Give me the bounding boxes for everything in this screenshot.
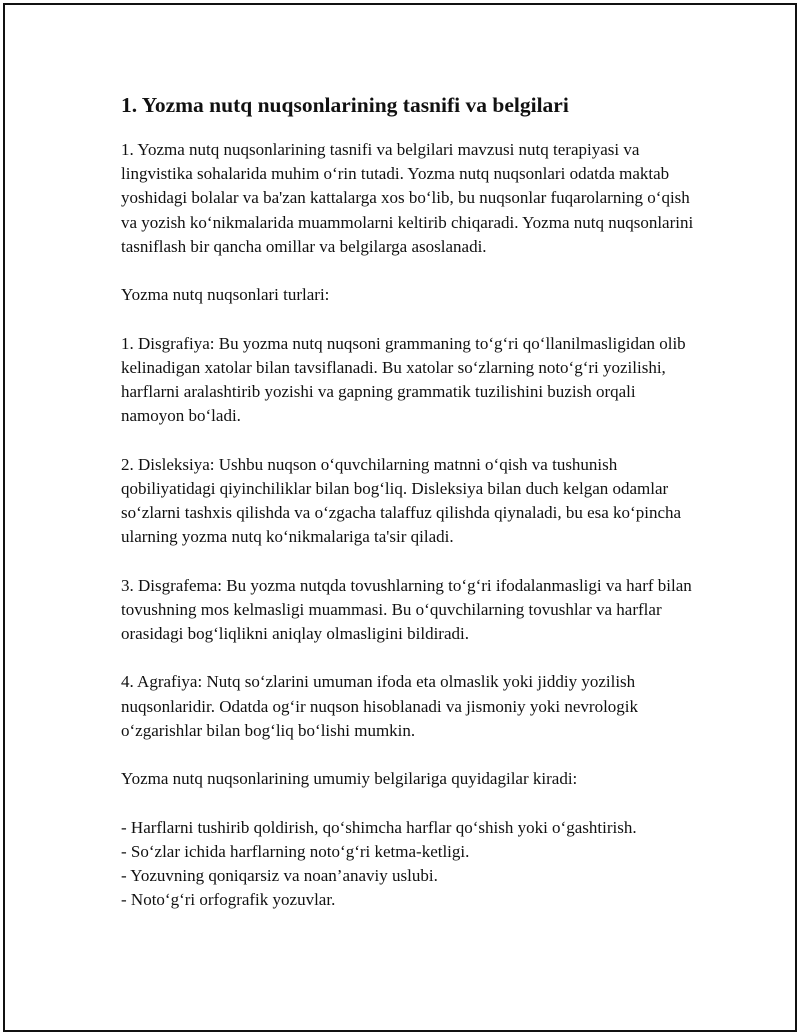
type-item-disleksiya: 2. Disleksiya: Ushbu nuqson oʻquvchilarning matnni oʻqish va tushunish qobiliyatidagi qiyinchiliklar bilan bogʻliq. Disleksiya bilan duch kelgan odamlar soʻzlarni tashxis qilishda va oʻzgacha talaffuz qilishda qiynaladi, bu esa koʻpincha ularning yozma nutq koʻnikmalariga ta'sir qiladi. [121,454,682,547]
list-item: - Harflarni tushirib qoldirish, qoʻshimcha harflar qoʻshish yoki oʻgashtirish. [121,817,637,837]
types-heading: Yozma nutq nuqsonlari turlari: [121,285,330,305]
signs-list [121,816,701,913]
list-item: - Soʻzlar ichida harflarning notoʻgʻri ketma-ketligi. [121,841,470,861]
document-title: 1. Yozma nutq nuqsonlarining tasnifi va belgilari [121,93,569,117]
type-item-agrafiya: 4. Agrafiya: Nutq soʻzlarini umuman ifoda eta olmaslik yoki jiddiy yozilish nuqsonlaridir. Odatda ogʻir nuqson hisoblanadi va jismoniy yoki nevrologik oʻzgarishlar bilan bogʻliq boʻlishi mumkin. [121,672,639,740]
document-body [121,91,701,912]
list-item: - Yozuvning qoniqarsiz va noan’anaviy uslubi. [121,865,438,885]
intro-paragraph: 1. Yozma nutq nuqsonlarining tasnifi va belgilari mavzusi nutq terapiyasi va lingvistika sohalarida muhim oʻrin tutadi. Yozma nutq nuqsonlari odatda maktab yoshidagi bolalar va ba'zan kattalarga xos boʻlib, bu nuqsonlar fuqarolarning oʻqish va yozish koʻnikmalarida muammolarni keltirib chiqaradi. Yozma nutq nuqsonlarini tasniflash bir qancha omillar va belgilarga asoslanadi. [121,140,694,256]
signs-heading: Yozma nutq nuqsonlarining umumiy belgilariga quyidagilar kiradi: [121,769,578,789]
list-item: - Notoʻgʻri orfografik yozuvlar. [121,890,336,910]
document-page [3,3,797,1032]
type-item-disgrafema: 3. Disgrafema: Bu yozma nutqda tovushlarning toʻgʻri ifodalanmasligi va harf bilan tovushning mos kelmasligi muammasi. Bu oʻquvchilarning tovushlar va harflar orasidagi bogʻliqlikni aniqlay olmasligini bildiradi. [121,575,692,643]
type-item-disgrafiya: 1. Disgrafiya: Bu yozma nutq nuqsoni grammaning toʻgʻri qoʻllanilmasligidan olib kelinadigan xatolar bilan tavsiflanadi. Bu xatolar soʻzlarning notoʻgʻri yozilishi, harflarni aralashtirib yozishi va gapning grammatik tuzilishini buzish orqali namoyon boʻladi. [121,333,686,426]
